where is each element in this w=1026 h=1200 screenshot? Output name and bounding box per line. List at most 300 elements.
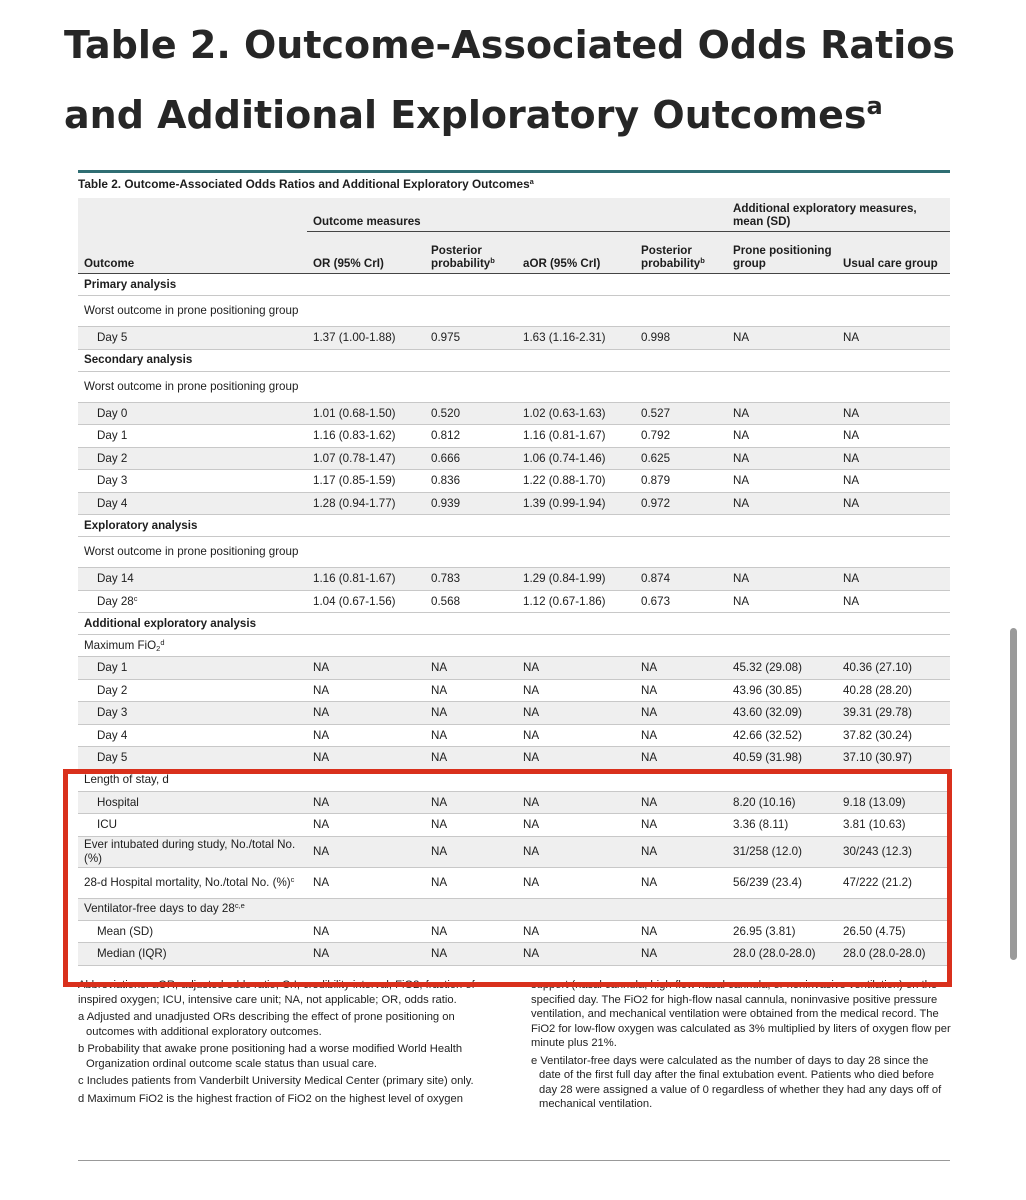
cell-text: 0.874 <box>641 572 671 585</box>
cell-prone <box>727 492 837 515</box>
cell-posterior-2 <box>635 679 727 702</box>
cell-outcome <box>78 447 307 470</box>
cell-text: 0.972 <box>641 496 671 510</box>
cell-aor <box>517 747 635 770</box>
cell-outcome <box>78 679 307 702</box>
table-row <box>78 447 950 470</box>
cell-prone <box>727 747 837 770</box>
cell-text: 28.0 (28.0-28.0) <box>843 947 926 960</box>
cell-text: NA <box>641 661 658 674</box>
cell-text: NA <box>733 406 750 420</box>
cell-text: 40.28 (28.20) <box>843 683 912 697</box>
cell-text: NA <box>313 924 330 938</box>
cell-aor <box>517 724 635 747</box>
cell-text: 0.975 <box>431 331 461 344</box>
header-aor: aOR (95% CrI) <box>517 232 635 274</box>
cell-posterior-2 <box>635 702 727 725</box>
cell-text: NA <box>523 683 540 697</box>
cell-prone <box>727 791 837 814</box>
table-row <box>78 920 950 943</box>
cell-text: 1.16 (0.81-1.67) <box>523 429 606 442</box>
cell-outcome <box>78 867 307 898</box>
table-row <box>78 568 950 591</box>
cell-text: 1.04 (0.67-1.56) <box>313 594 396 608</box>
cell-posterior-2 <box>635 836 727 867</box>
cell-prone <box>727 447 837 470</box>
cell-posterior-2 <box>635 814 727 837</box>
cell-or <box>307 814 425 837</box>
cell-text: 1.16 (0.81-1.67) <box>313 572 396 585</box>
cell-text: 1.01 (0.68-1.50) <box>313 406 396 420</box>
cell-posterior-2 <box>635 657 727 680</box>
cell-text: 8.20 (10.16) <box>733 795 796 809</box>
header-outcome: Outcome <box>78 232 307 274</box>
cell-posterior-1 <box>425 920 517 943</box>
cell-text: 43.60 (32.09) <box>733 706 802 719</box>
table-row <box>78 470 950 493</box>
cell-text: NA <box>733 474 750 487</box>
table-row <box>78 791 950 814</box>
cell-aor <box>517 702 635 725</box>
fio2-text: Maximum FiO <box>84 638 157 652</box>
cell-text: 1.37 (1.00-1.88) <box>313 331 396 344</box>
cell-text: NA <box>313 661 330 674</box>
cell-posterior-1 <box>425 327 517 350</box>
cell-prone <box>727 470 837 493</box>
cell-text: NA <box>313 818 330 831</box>
subhead-vfd <box>78 898 950 920</box>
cell-text: NA <box>313 795 330 809</box>
section-row <box>78 349 950 371</box>
table-row <box>78 657 950 680</box>
cell-text: 3.81 (10.63) <box>843 818 906 831</box>
cell-text: 31/258 (12.0) <box>733 844 802 858</box>
cell-posterior-2 <box>635 492 727 515</box>
subhead-row <box>78 371 950 402</box>
cell-or <box>307 867 425 898</box>
cell-aor <box>517 492 635 515</box>
cell-or <box>307 920 425 943</box>
table-row <box>78 702 950 725</box>
cell-usual <box>837 447 950 470</box>
cell-text: NA <box>843 572 860 585</box>
scrollbar-thumb[interactable] <box>1010 628 1017 960</box>
cell-text: NA <box>431 818 448 831</box>
vfd-text: Ventilator-free days to day 28 <box>84 902 235 916</box>
cell-or <box>307 791 425 814</box>
footnote-b: b Probability that awake prone positioning had a worse modified World Health Organization ordinal outcome scale status than usual care. <box>78 1043 463 1070</box>
cell-text: 9.18 (13.09) <box>843 795 906 809</box>
cell-text: Day 3 <box>97 706 128 719</box>
cell-outcome <box>78 747 307 770</box>
cell-or <box>307 836 425 867</box>
subhead-worst-2: Worst outcome in prone positioning group <box>78 371 950 402</box>
subhead-worst-1: Worst outcome in prone positioning group <box>78 296 950 327</box>
table-row <box>78 402 950 425</box>
cell-text: 56/239 (23.4) <box>733 875 802 889</box>
table-row <box>78 747 950 770</box>
cell-text: NA <box>733 331 750 344</box>
cell-text: 0.792 <box>641 429 671 442</box>
header-spacer <box>78 198 307 232</box>
header-posterior-2 <box>635 232 727 274</box>
cell-text: NA <box>431 947 448 960</box>
cell-text: Day 3 <box>97 474 128 487</box>
caption-text: Table 2. Outcome-Associated Odds Ratios and Additional Exploratory Outcomes <box>78 177 530 191</box>
cell-text: 42.66 (32.52) <box>733 728 802 742</box>
cell-text: 3.36 (8.11) <box>733 818 789 831</box>
cell-text: NA <box>641 844 658 858</box>
cell-prone <box>727 402 837 425</box>
cell-text: 0.520 <box>431 406 461 420</box>
cell-or <box>307 679 425 702</box>
cell-text: NA <box>431 924 448 938</box>
table-caption <box>78 177 534 191</box>
cell-text: 43.96 (30.85) <box>733 683 802 697</box>
cell-text: 37.82 (30.24) <box>843 728 912 742</box>
cell-posterior-1 <box>425 568 517 591</box>
cell-text: NA <box>733 572 750 585</box>
cell-posterior-1 <box>425 447 517 470</box>
cell-or <box>307 447 425 470</box>
cell-usual <box>837 747 950 770</box>
section-row <box>78 274 950 296</box>
cell-text: NA <box>523 947 540 960</box>
cell-text: Day 2 <box>97 451 128 465</box>
cell-outcome <box>78 492 307 515</box>
cell-text: NA <box>431 661 448 674</box>
cell-text: 1.63 (1.16-2.31) <box>523 331 606 344</box>
page-headline <box>64 10 964 150</box>
cell-text: 0.673 <box>641 594 671 608</box>
cell-text: Day 5 <box>97 331 128 344</box>
cell-usual <box>837 568 950 591</box>
header-group-outcome: Outcome measures <box>307 198 727 232</box>
cell-outcome <box>78 402 307 425</box>
cell-outcome <box>78 657 307 680</box>
cell-prone <box>727 657 837 680</box>
cell-text: NA <box>641 683 658 697</box>
cell-usual <box>837 791 950 814</box>
cell-aor <box>517 327 635 350</box>
subhead-row <box>78 898 950 920</box>
cell-text: NA <box>313 683 330 697</box>
footnotes-right <box>531 978 951 1115</box>
cell-posterior-1 <box>425 470 517 493</box>
cell-outcome <box>78 920 307 943</box>
cell-usual <box>837 657 950 680</box>
cell-text: Day 28 <box>97 594 134 608</box>
cell-aor <box>517 470 635 493</box>
cell-or <box>307 657 425 680</box>
cell-outcome <box>78 791 307 814</box>
cell-posterior-1 <box>425 814 517 837</box>
header-posterior-1-text: Posterior probability <box>431 244 491 270</box>
cell-text: 0.666 <box>431 451 461 465</box>
cell-text: 47/222 (21.2) <box>843 875 912 889</box>
header-posterior-1-mark: b <box>490 256 495 265</box>
cell-text: 0.625 <box>641 451 671 465</box>
table-row <box>78 724 950 747</box>
cell-text: NA <box>523 728 540 742</box>
cell-text: 1.28 (0.94-1.77) <box>313 496 396 510</box>
cell-text: NA <box>523 924 540 938</box>
cell-aor <box>517 568 635 591</box>
cell-or <box>307 724 425 747</box>
cell-posterior-2 <box>635 425 727 448</box>
cell-posterior-1 <box>425 836 517 867</box>
cell-text: NA <box>431 795 448 809</box>
cell-text: ICU <box>97 818 117 831</box>
cell-outcome <box>78 470 307 493</box>
cell-text: 40.36 (27.10) <box>843 661 912 674</box>
cell-or <box>307 568 425 591</box>
cell-text: Day 1 <box>97 429 128 442</box>
header-or: OR (95% CrI) <box>307 232 425 274</box>
subhead-row <box>78 537 950 568</box>
cell-text: 1.07 (0.78-1.47) <box>313 451 396 465</box>
cell-text: NA <box>641 795 658 809</box>
cell-aor <box>517 867 635 898</box>
cell-text: 0.879 <box>641 474 671 487</box>
cell-footnote-mark: c <box>133 593 138 603</box>
cell-prone <box>727 702 837 725</box>
table-row <box>78 425 950 448</box>
cell-prone <box>727 679 837 702</box>
cell-usual <box>837 724 950 747</box>
cell-text: NA <box>313 844 330 858</box>
cell-prone <box>727 590 837 613</box>
cell-text: 26.50 (4.75) <box>843 924 906 938</box>
cell-text: NA <box>313 751 330 764</box>
cell-usual <box>837 425 950 448</box>
cell-prone <box>727 724 837 747</box>
cell-posterior-1 <box>425 791 517 814</box>
cell-outcome <box>78 814 307 837</box>
cell-posterior-1 <box>425 943 517 966</box>
cell-aor <box>517 425 635 448</box>
cell-usual <box>837 492 950 515</box>
fio2-mark: d <box>160 637 165 647</box>
cell-posterior-2 <box>635 568 727 591</box>
cell-text: 30/243 (12.3) <box>843 844 912 858</box>
top-rule <box>78 170 950 173</box>
headline-text: Table 2. Outcome-Associated Odds Ratios and Additional Exploratory Outcomes <box>64 23 955 137</box>
cell-outcome <box>78 943 307 966</box>
footnote-abbreviations: Abbreviations: aOR, adjusted odds ratio; CrI, credibility interval; FiO2, fraction of inspired oxygen; ICU, intensive care unit; NA, not applicable; OR, odds ratio. <box>78 979 475 1006</box>
cell-posterior-2 <box>635 867 727 898</box>
cell-text: NA <box>523 706 540 719</box>
headline-footnote-mark: a <box>866 92 883 120</box>
cell-posterior-1 <box>425 492 517 515</box>
cell-posterior-2 <box>635 327 727 350</box>
cell-posterior-2 <box>635 920 727 943</box>
cell-prone <box>727 568 837 591</box>
cell-prone <box>727 814 837 837</box>
subhead-worst-3: Worst outcome in prone positioning group <box>78 537 950 568</box>
cell-text: 0.568 <box>431 594 461 608</box>
cell-text: Day 1 <box>97 661 128 674</box>
table-row <box>78 492 950 515</box>
cell-aor <box>517 679 635 702</box>
cell-text: NA <box>733 496 750 510</box>
cell-aor <box>517 836 635 867</box>
cell-text: 28-d Hospital mortality, No./total No. (%) <box>84 875 291 889</box>
cell-prone <box>727 425 837 448</box>
cell-text: Day 14 <box>97 572 134 585</box>
cell-text: 28.0 (28.0-28.0) <box>733 947 816 960</box>
cell-footnote-mark: c <box>290 874 295 884</box>
cell-text: 37.10 (30.97) <box>843 751 912 764</box>
cell-posterior-1 <box>425 867 517 898</box>
table-row <box>78 943 950 966</box>
cell-usual <box>837 920 950 943</box>
cell-text: NA <box>641 818 658 831</box>
cell-text: NA <box>431 875 448 889</box>
cell-text: NA <box>431 706 448 719</box>
cell-usual <box>837 402 950 425</box>
cell-text: 1.29 (0.84-1.99) <box>523 572 606 585</box>
cell-text: NA <box>523 751 540 764</box>
cell-text: NA <box>843 406 860 420</box>
cell-posterior-1 <box>425 657 517 680</box>
cell-text: NA <box>843 429 860 442</box>
cell-outcome <box>78 568 307 591</box>
cell-outcome <box>78 425 307 448</box>
cell-text: NA <box>313 947 330 960</box>
footnote-d-continued: support (nasal cannula, high-flow nasal cannula, or noninvasive ventilation) on the specified day. The FiO2 for high-flow nasal cannula, noninvasive positive pressure ventilation, and mechanical ventilation were obtained from the medical record. The FiO2 for low-flow oxygen was calculated as 3% multiplied by liters of oxygen flow per minute plus 21%. <box>531 979 951 1049</box>
cell-or <box>307 702 425 725</box>
header-posterior-2-text: Posterior probability <box>641 244 701 270</box>
cell-usual <box>837 679 950 702</box>
outcomes-table <box>78 198 950 966</box>
cell-posterior-1 <box>425 747 517 770</box>
cell-text: NA <box>641 728 658 742</box>
cell-usual <box>837 470 950 493</box>
cell-text: NA <box>523 795 540 809</box>
cell-text: NA <box>523 844 540 858</box>
cell-or <box>307 492 425 515</box>
section-row <box>78 613 950 635</box>
cell-text: 1.39 (0.99-1.94) <box>523 496 606 510</box>
cell-text: NA <box>431 683 448 697</box>
cell-text: NA <box>843 496 860 510</box>
cell-text: 1.17 (0.85-1.59) <box>313 474 396 487</box>
cell-posterior-2 <box>635 791 727 814</box>
table-row <box>78 836 950 867</box>
header-posterior-1 <box>425 232 517 274</box>
cell-text: NA <box>431 751 448 764</box>
cell-text: NA <box>641 706 658 719</box>
cell-text: 0.998 <box>641 331 671 344</box>
cell-outcome <box>78 724 307 747</box>
footnote-d: d Maximum FiO2 is the highest fraction of FiO2 on the highest level of oxygen <box>78 1092 463 1105</box>
subhead-los: Length of stay, d <box>78 769 950 791</box>
footnote-a: a Adjusted and unadjusted ORs describing the effect of prone positioning on outcomes with additional exploratory outcomes. <box>78 1011 455 1038</box>
subhead-fio2 <box>78 635 950 657</box>
cell-prone <box>727 836 837 867</box>
cell-aor <box>517 814 635 837</box>
table-row <box>78 867 950 898</box>
section-exploratory: Exploratory analysis <box>78 515 950 537</box>
cell-outcome <box>78 836 307 867</box>
cell-posterior-1 <box>425 702 517 725</box>
cell-text: Mean (SD) <box>97 924 154 938</box>
cell-text: Ever intubated during study, No./total No. (%) <box>84 838 296 865</box>
cell-text: NA <box>313 728 330 742</box>
cell-text: 0.783 <box>431 572 461 585</box>
cell-text: 1.22 (0.88-1.70) <box>523 474 606 487</box>
cell-usual <box>837 836 950 867</box>
cell-text: NA <box>843 451 860 465</box>
cell-or <box>307 425 425 448</box>
cell-text: NA <box>641 751 658 764</box>
cell-text: 1.16 (0.83-1.62) <box>313 429 396 442</box>
cell-or <box>307 943 425 966</box>
cell-prone <box>727 920 837 943</box>
cell-text: 1.12 (0.67-1.86) <box>523 594 606 608</box>
cell-text: Day 2 <box>97 683 128 697</box>
table-row <box>78 814 950 837</box>
section-additional: Additional exploratory analysis <box>78 613 950 635</box>
cell-usual <box>837 702 950 725</box>
footnote-c: c Includes patients from Vanderbilt University Medical Center (primary site) only. <box>78 1075 474 1087</box>
cell-text: Day 0 <box>97 406 128 420</box>
cell-text: NA <box>733 451 750 465</box>
cell-text: 26.95 (3.81) <box>733 924 796 938</box>
table-row <box>78 679 950 702</box>
subhead-row <box>78 769 950 791</box>
cell-aor <box>517 657 635 680</box>
header-group-exploratory: Additional exploratory measures, mean (SD) <box>727 198 950 232</box>
cell-text: NA <box>843 331 860 344</box>
cell-aor <box>517 447 635 470</box>
cell-text: 0.812 <box>431 429 461 442</box>
cell-text: 0.836 <box>431 474 461 487</box>
cell-text: 1.02 (0.63-1.63) <box>523 406 606 420</box>
cell-text: NA <box>523 818 540 831</box>
header-prone: Prone positioning group <box>727 232 837 274</box>
cell-aor <box>517 943 635 966</box>
cell-text: NA <box>641 947 658 960</box>
cell-or <box>307 470 425 493</box>
caption-footnote-mark: a <box>529 177 534 186</box>
footnote-e: e Ventilator-free days were calculated as the number of days to day 28 since the date of the first full day after the final extubation event. Patients who died before day 28 were assigned a value of 0 regardless of whether they had any days off of mechanical ventilation. <box>531 1054 942 1110</box>
cell-posterior-1 <box>425 590 517 613</box>
cell-aor <box>517 402 635 425</box>
header-posterior-2-mark: b <box>700 256 705 265</box>
bottom-rule <box>78 1160 950 1161</box>
cell-text: NA <box>843 594 860 608</box>
cell-text: NA <box>641 875 658 889</box>
cell-or <box>307 402 425 425</box>
cell-posterior-2 <box>635 590 727 613</box>
table-figure <box>78 170 950 1170</box>
cell-usual <box>837 590 950 613</box>
cell-posterior-2 <box>635 724 727 747</box>
cell-text: NA <box>843 474 860 487</box>
section-secondary: Secondary analysis <box>78 349 950 371</box>
cell-text: NA <box>733 429 750 442</box>
cell-prone <box>727 327 837 350</box>
cell-posterior-2 <box>635 747 727 770</box>
cell-text: NA <box>431 728 448 742</box>
footnotes-left <box>78 978 483 1109</box>
cell-text: NA <box>523 875 540 889</box>
cell-posterior-2 <box>635 470 727 493</box>
subhead-row <box>78 635 950 657</box>
header-usual: Usual care group <box>837 232 950 274</box>
